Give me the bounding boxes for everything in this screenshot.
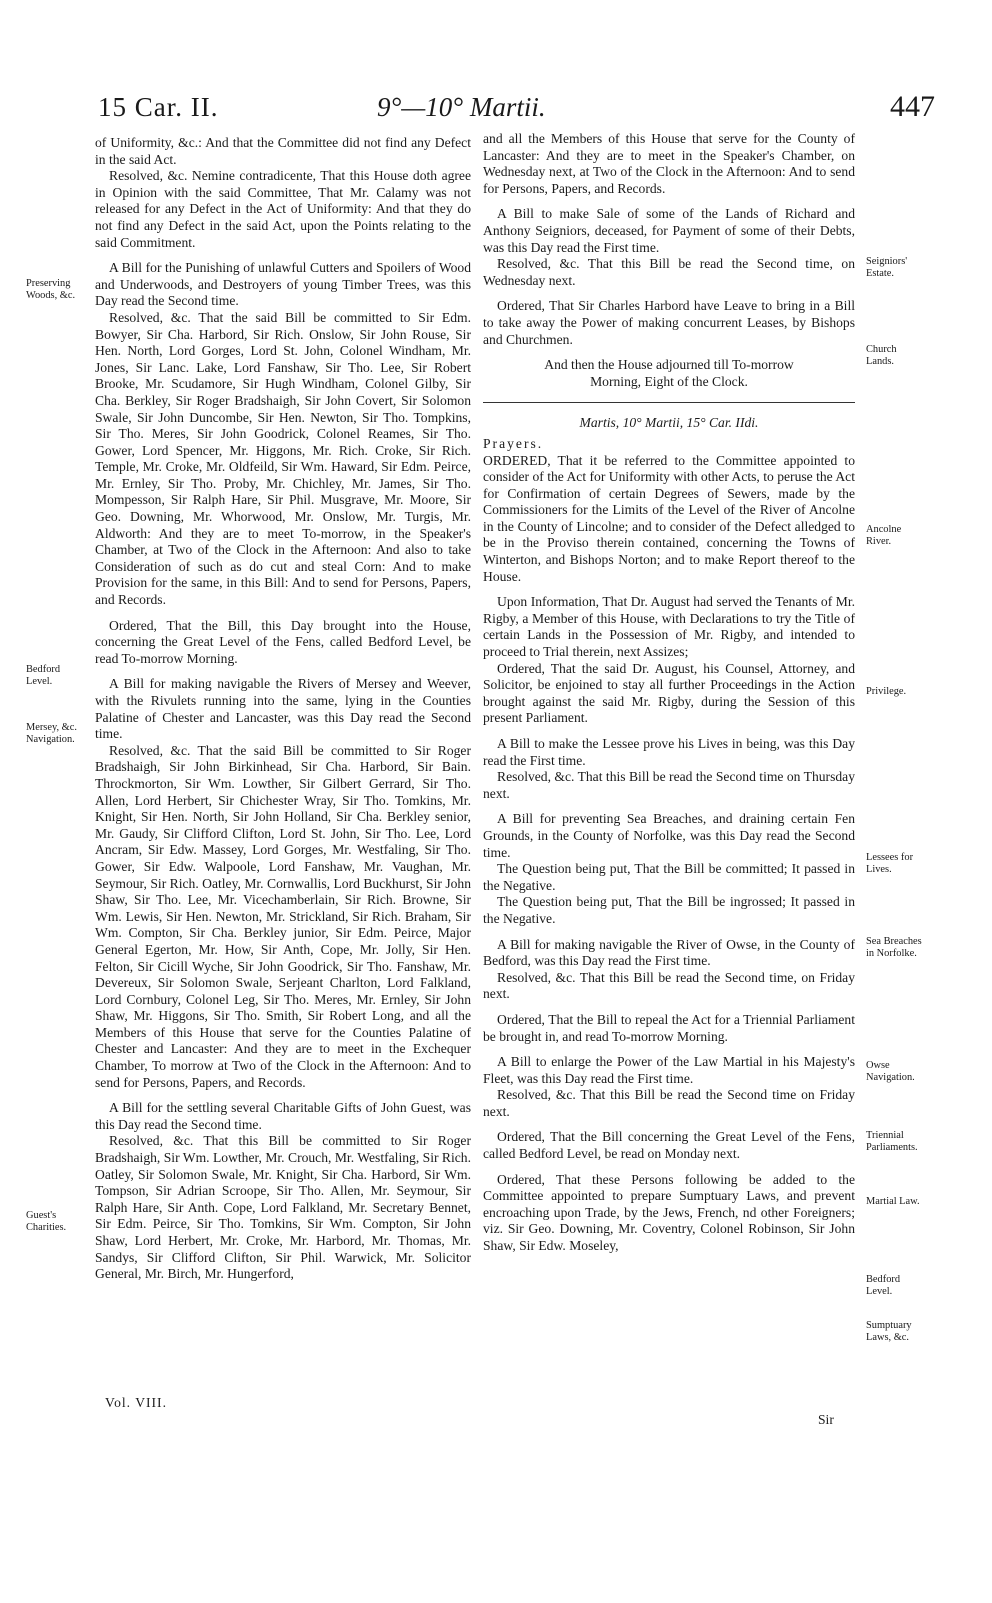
volume-signature: Vol. VIII. bbox=[105, 1395, 167, 1410]
margin-note: Sea Breaches in Norfolke. bbox=[866, 936, 922, 959]
day-heading: Martis, 10° Martii, 15° Car. IIdi. bbox=[579, 415, 759, 431]
margin-note: Bedford Level. bbox=[866, 1274, 901, 1297]
margin-note: Triennial Parliaments. bbox=[866, 1130, 918, 1153]
page-number: 447 bbox=[890, 90, 935, 123]
margin-note: Guest's Charities. bbox=[26, 1210, 67, 1233]
margin-note: Mersey, &c. Navigation. bbox=[26, 722, 77, 745]
paragraph: Resolved, &c. That this Bill be read the Second time, on Wednesday next. bbox=[483, 256, 855, 288]
right-column bbox=[483, 131, 855, 1255]
paragraph: Resolved, &c. That this Bill be read the Second time on Friday next. bbox=[483, 1087, 855, 1119]
paragraph: Ordered, That the said Dr. August, his Counsel, Attorney, and Solicitor, be enjoined to stay all further Proceedings in the Action brought against the said Mr. Rigby, during the Session of this present Parliament. bbox=[483, 660, 855, 726]
paragraph: Resolved, &c. Nemine contradicente, That this House doth agree in Opinion with the said Committee, That Mr. Calamy was not released for any Defect in the Act of Uniformity: And that they do not find any Defect in the said Act, upon the Points relating to the said Commitment. bbox=[95, 168, 471, 250]
margin-note: Lessees for Lives. bbox=[866, 852, 914, 875]
paragraph: Resolved, &c. That this Bill be committed to Sir Roger Bradshaigh, Sir Wm. Lowther, Mr. Crouch, Mr. Westfaling, Sir Rich. Oatley, Sir Solomon Swale, Mr. Knight, Sir Cha. Harbord, Sir Wm. Tompson, Sir Adrian Scroope, Sir Tho. Allen, Mr. Seymour, Sir Ralph Hare, Sir Anth. Cope, Lord Falkland, Mr. Secretary Bennet, Sir Edm. Peirce, Sir Tho. Tomkins, Sir Wm. Compton, Sir John Shaw, Lord Herbert, Mr. Croke, Mr. Harbord, Mr. Thomas, Mr. Sandys, Sir Clifford Clifton, Sir Phil. Warwick, Mr. Solicitor General, Mr. Birch, Mr. Hungerford, bbox=[95, 1133, 471, 1282]
paragraph: A Bill for the Punishing of unlawful Cutters and Spoilers of Wood and Underwoods, and Destroyers of young Timber Trees, was this Day read the Second time. bbox=[95, 260, 471, 309]
adjournment-notice: And then the House adjourned till To-morrow Morning, Eight of the Clock. bbox=[544, 357, 794, 389]
paragraph: Ordered, That Sir Charles Harbord have Leave to bring in a Bill to take away the Power of making concurrent Leases, by Bishops and Churchmen. bbox=[483, 298, 855, 347]
margin-note: Church Lands. bbox=[866, 344, 897, 367]
left-column bbox=[95, 135, 471, 1283]
paragraph: Upon Information, That Dr. August had served the Tenants of Mr. Rigby, a Member of this House, with Declarations to try the Title of certain Lands in the Possession of Mr. Rigby, and intended to proceed to Trial therein, next Assizes; bbox=[483, 594, 855, 660]
margin-note: Preserving Woods, &c. bbox=[26, 278, 76, 301]
paragraph: The Question being put, That the Bill be ingrossed; It passed in the Negative. bbox=[483, 894, 855, 926]
paragraph: Ordered, That these Persons following be added to the Committee appointed to prepare Sumptuary Laws, and prevent encroaching upon Trade, by the Jews, French, nd other Foreigners; viz. Sir Geo. Downing, Mr. Coventry, Colonel Robinson, Sir John Shaw, Sir Edw. Moseley, bbox=[483, 1171, 855, 1254]
paragraph: Resolved, &c. That this Bill be read the Second time, on Friday next. bbox=[483, 969, 855, 1002]
paragraph: Ordered, That the Bill, this Day brought into the House, concerning the Great Level of the Fens, called Bedford Level, be read To-morrow Morning. bbox=[95, 617, 471, 666]
paragraph: Resolved, &c. That the said Bill be committed to Sir Edm. Bowyer, Sir Cha. Harbord, Sir Rich. Onslow, Sir John Rouse, Sir Hen. North, Lord Gorges, Lord St. John, Colonel Windham, Mr. Jones, Sir Lanc. Lake, Lord Fanshaw, Sir Tho. Lee, Sir Robert Brooke, Mr. Scudamore, Sir Hugh Windham, Colonel Gilby, Sir Cha. Berkley, Sir Roger Bradshaigh, Sir John Covert, Sir Solomon Swale, Sir John Duncombe, Sir Hen. Newton, Sir Tho. Tompkins, Sir Tho. Meres, Sir John Goodrick, Colonel Reames, Sir Tho. Gower, Lord Spencer, Mr. Higgons, Mr. Rich. Croke, Sir Rich. Temple, Mr. Croke, Mr. Oldfeild, Sir Wm. Haward, Sir Edm. Peirce, Mr. Ernley, Sir Tho. Proby, Mr. Chichley, Mr. James, Sir Tho. Mompesson, Sir Ralph Hare, Sir Phil. Musgrave, Mr. Moore, Sir Geo. Downing, Mr. Whorwood, Mr. Onslow, Mr. Turgis, Mr. Aldworth: And they are to meet To-morrow, in the Speaker's Chamber, at Two of the Clock in the Afternoon: And also to take Consideration of such as do cut and steal Corn: And to make Provision for the same, in this Bill: And to send for Persons, Papers, and Records. bbox=[95, 309, 471, 608]
margin-note: Bedford Level. bbox=[26, 664, 61, 687]
margin-note: Sumptuary Laws, &c. bbox=[866, 1320, 912, 1343]
section-divider bbox=[483, 402, 855, 403]
paragraph: of Uniformity, &c.: And that the Committee did not find any Defect in the said Act. bbox=[95, 135, 471, 167]
margin-note: Martial Law. bbox=[866, 1196, 920, 1207]
prayers-heading: Prayers. bbox=[483, 435, 544, 451]
running-head-dates: 9°—10° Martii. bbox=[377, 92, 546, 122]
paragraph: A Bill to enlarge the Power of the Law Martial in his Majesty's Fleet, was this Day read the First time. bbox=[483, 1054, 855, 1086]
paragraph: Ordered, That the Bill concerning the Great Level of the Fens, called Bedford Level, be read on Monday next. bbox=[483, 1129, 855, 1162]
margin-note: Privilege. bbox=[866, 686, 907, 697]
margin-note: Owse Navigation. bbox=[866, 1060, 915, 1083]
running-head-regnal-year: 15 Car. II. bbox=[98, 92, 219, 122]
paragraph: Resolved, &c. That this Bill be read the Second time on Thursday next. bbox=[483, 769, 855, 801]
paragraph: A Bill for making navigable the River of Owse, in the County of Bedford, was this Day read the First time. bbox=[483, 936, 855, 969]
paragraph: The Question being put, That the Bill be committed; It passed in the Negative. bbox=[483, 861, 855, 893]
paragraph: and all the Members of this House that serve for the County of Lancaster: And they are to meet in the Speaker's Chamber, on Wednesday next, at Two of the Clock in the Afternoon: And to send for Persons, Papers, and Records. bbox=[483, 131, 855, 196]
margin-note: Ancolne River. bbox=[866, 524, 902, 547]
paragraph: Ordered, That the Bill to repeal the Act for a Triennial Parliament be brought in, and read To-morrow Morning. bbox=[483, 1011, 855, 1044]
paragraph: A Bill for making navigable the Rivers of Mersey and Weever, with the Rivulets running into the same, lying in the Counties Palatine of Chester and Lancaster, was this Day read the Second time. bbox=[95, 676, 471, 742]
catchword: Sir bbox=[818, 1412, 834, 1427]
margin-note: Seigniors' Estate. bbox=[866, 256, 908, 279]
paragraph: A Bill for the settling several Charitable Gifts of John Guest, was this Day read the Second time. bbox=[95, 1100, 471, 1132]
paragraph: ORDERED, That it be referred to the Committee appointed to consider of the Act for Uniformity with other Acts, to peruse the Act for Confirmation of certain Degrees of Sewers, made by the Commissioners for the Limits of the Level of the River of Ancolne in the County of Lincolne; and to consider of the Defect alledged to be in the Proviso therein contained, concerning the Towns of Winterton, and Bishops Norton; and to make Report thereof to the House. bbox=[483, 452, 855, 584]
paragraph: Resolved, &c. That the said Bill be committed to Sir Roger Bradshaigh, Sir John Birkinhead, Sir Cha. Harbord, Sir Bain. Throckmorton, Sir Wm. Lowther, Sir Gilbert Gerrard, Sir Tho. Allen, Lord Herbert, Sir Chichester Wray, Sir Tho. Tomkins, Mr. Knight, Sir Hen. North, Sir John Holland, Sir Cha. Berkley senior, Mr. Gaudy, Sir Clifford Clifton, Lord St. John, Sir Tho. Lee, Lord Ancram, Sir Edw. Massey, Lord Gorges, Mr. Westfaling, Sir Tho. Gower, Sir Edw. Walpoole, Lord Fanshaw, Mr. Vaughan, Mr. Seymour, Sir Rich. Oatley, Mr. Cornwallis, Lord Buckhurst, Sir John Shaw, Sir Tho. Lee, Mr. Vicechamberlain, Sir Rich. Browne, Sir Wm. Lewis, Sir Hen. Newton, Mr. Strickland, Sir Rich. Braham, Sir Wm. Compton, Sir Cha. Berkley junior, Sir Edm. Peirce, Major General Egerton, Mr. How, Sir Anth, Cope, Mr. Jolly, Sir Hen. Felton, Sir Cicill Wyche, Sir John Goodrick, Sir Tho. Fanshaw, Mr. Devereux, Sir Solomon Swale, Serjeant Charlton, Lord Falkland, Lord Cornbury, Colonel Leg, Sir Tho. Meres, Mr. Ernley, Sir John Shaw, Mr. Higgons, Sir Tho. Smith, Sir Robert Long, and all the Members of this House that serve for the Counties Palatine of Chester and Lancaster: And they are to meet in the Exchequer Chamber, To morrow at Two of the Clock in the Afternoon: And to send for Persons, Papers, and Records. bbox=[95, 742, 471, 1090]
paragraph: A Bill to make the Lessee prove his Lives in being, was this Day read the First time. bbox=[483, 736, 855, 768]
paragraph: A Bill to make Sale of some of the Lands of Richard and Anthony Seigniors, deceased, for Payment of some of their Debts, was this Day read the First time. bbox=[483, 206, 855, 255]
paragraph: A Bill for preventing Sea Breaches, and draining certain Fen Grounds, in the County of Norfolke, was this Day read the Second time. bbox=[483, 811, 855, 860]
